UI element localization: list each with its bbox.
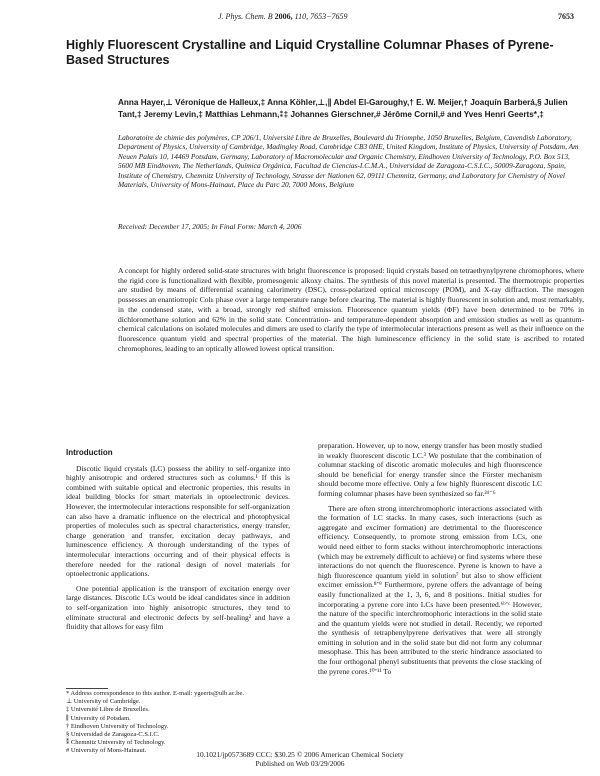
footnote-affiliation: ∥ University of Potsdam. <box>66 714 131 722</box>
footnote-affiliation: ⁑ Chemnitz University of Technology. <box>66 739 166 747</box>
article-title: Highly Fluorescent Crystalline and Liquid Crystalline Columnar Phases of Pyrene-Based Structures <box>66 38 554 67</box>
page-number: 7653 <box>558 12 574 21</box>
footnote-affiliation: ⊥ University of Cambridge. <box>66 698 141 706</box>
right-column <box>318 441 542 681</box>
affiliations: Laboratoire de chimie des polymères, CP 206/1, Université Libre de Bruxelles, Boulevard du Triomphe, 1050 Bruxelles, Belgium, Cavendish Laboratory, Department of Physics, University of Cambridge, Madingley Road, Cambridge CB3 0HE, United Kingdom, Institute of Physics, University of Potsdam, Am Neuen Palais 10, 14469 Potsdam, Germany, Laboratory of Macromolecular and Organic Chemistry, Eindhoven University of Technology, P.O. Box 513, 5600 MB Eindhoven, The Netherlands, Química Orgánica, Facultad de Ciencias-I.C.M.A., Universidad de Zaragoza-C.S.I.C., 50009-Zaragoza, Spain, Institute of Chemistry, Chemnitz University of Technology, Strasse der Nationen 62, 09111 Chemnitz, Germany, and Laboratory for Chemistry of Novel Materials, University of Mons-Hainaut, Place du Parc 20, 7000 Mons, Belgium <box>118 133 579 190</box>
left-column <box>66 448 290 637</box>
paragraph: One potential application is the transport of excitation energy over large distances. Discotic LCs would be ideal candidates since in addition to self-organization into highly anisotropic structures, they tend to eliminate structural and electronic defects by self-healing² and have a fluidity that allows for easy film <box>66 583 290 632</box>
footnote-correspondence: * Address correspondence to this author. E-mail: ygeerts@ulb.ac.be. <box>66 690 245 697</box>
abstract: A concept for highly ordered solid-state structures with bright fluorescence is proposed: liquid crystals based on tetraethynylpyrene chromophores, where the rigid core is functionalized with flexible, promesogenic alkoxy chains. The synthesis of this novel material is presented. The thermotropic properties are studied by means of differential scanning calorimetry (DSC), cross-polarized optical microscopy (POM), and X-ray diffraction. The mesogen possesses an enantiotropic Colₕ phase over a large temperature range before clearing. The material is highly fluorescent in solution and, most remarkably, in the condensed state, with a broad, strongly red shifted emission. Fluorescence quantum yields (ΦF) have been determined to be 70% in dichloromethane solution and 62% in the solid state. Concentration- and temperature-dependent absorption and emission studies as well as quantum-chemical calculations on isolated molecules and dimers are used to clarify the type of intermolecular interactions present as well as their influence on the fluorescence quantum yield and spectral properties of the material. The high luminescence efficiency in the solid state is ascribed to rotated chromophores, leading to an optically allowed lowest optical transition. <box>118 266 584 353</box>
footnote-divider <box>66 688 108 689</box>
published-date: Published on Web 03/29/2006 <box>255 759 345 769</box>
running-header <box>0 12 600 24</box>
footnote-affiliation: ‡ Université Libre de Bruxelles. <box>66 706 150 714</box>
journal-name: J. Phys. Chem. B <box>218 12 273 21</box>
footnote-affiliation: § Universidad de Zaragoza-C.S.I.C. <box>66 731 160 739</box>
paragraph: preparation. However, up to now, energy transfer has been mostly studied in weakly fluorescent discotic LC.³ We postulate that the combination of columnar stacking of discotic aromatic molecules and high fluorescence should be beneficial for energy transfer since the Förster mechanism should become more effective. Only a few highly fluorescent discotic LC forming columnar phases have been synthesized so far.²ᵈ⁻⁶ <box>318 441 542 498</box>
paragraph: There are often strong interchromophoric interactions associated with the formation of LC stacks. In many cases, such interactions (such as aggregate and excimer formation) are detrimental to the fluorescence efficiency. Consequently, to promote strong emission from LCs, one would need either to form stacks without interchromophoric interactions (which may be extremely difficult to achieve) or find systems where these interactions do not quench the fluorescence. Pyrene is known to have a high fluorescence quantum yield in solution⁷ but also to show efficient excimer emission.⁸ʼ⁹ Furthermore, pyrene offers the advantage of being easily functionalized at the 1, 3, 6, and 8 positions. Initial studies for incorporating a pyrene core into LCs have been presented.⁶ᵇʼᶜ However, the nature of the specific interchromophoric interactions in the solid state and the quantum yields were not studied in detail. Recently, we reported the synthesis of tetraphenylpyrene derivatives that were all strongly emitting in solution and in the solid state but did not form any columnar mesophase. This has been attributed to the steric hindrance associated to the four orthogonal phenyl substituents that prevents the close stacking of the pyrene cores.¹⁰ʼ¹¹ To <box>318 503 542 676</box>
section-heading-introduction: Introduction <box>66 448 113 457</box>
journal-citation <box>218 12 347 21</box>
received-dates: Received: December 17, 2005; In Final Form: March 4, 2006 <box>118 222 302 231</box>
paragraph: Discotic liquid crystals (LC) possess the ability to self-organize into highly anisotropic and ordered structures such as columns.¹ If this is combined with suitable optical and electronic properties, this results in ideal building blocks for smart materials in optoelectronic devices. However, the intermolecular interactions responsible for self-organization can also have a dramatic influence on the electrical and photophysical properties of molecules such as spectral characteristics, energy transfer, charge generation and transfer, excitation decay pathways, and luminescence efficiency. A thorough understanding of the types of intermolecular interactions occurring and of their physical effects is therefore needed for the rational design of novel materials for optoelectronic applications. <box>66 463 290 579</box>
journal-volume: 110, <box>294 12 309 21</box>
footnote-affiliation: † Eindhoven University of Technology. <box>66 722 169 730</box>
author-list: Anna Hayer,⊥ Véronique de Halleux,‡ Anna Köhler,⊥,∥ Abdel El-Garoughy,† E. W. Meijer,† Joaquín Barberá,§ Julien Tant,‡ Jeremy Levin,‡ Matthias Lehmann,⁑‡ Johannes Gierschner,# Jérôme Cornil,# and Yves Henri Geerts*,‡ <box>118 98 568 119</box>
publication-footer <box>0 750 600 768</box>
footnote-affiliation: # University of Mons-Hainaut. <box>66 747 147 755</box>
journal-pages: 7653−7659 <box>310 12 348 21</box>
footnotes <box>66 690 306 756</box>
journal-year: 2006, <box>274 12 293 21</box>
doi-line: 10.1021/jp0573689 CCC: $30.25 © 2006 American Chemical Society <box>196 750 404 759</box>
